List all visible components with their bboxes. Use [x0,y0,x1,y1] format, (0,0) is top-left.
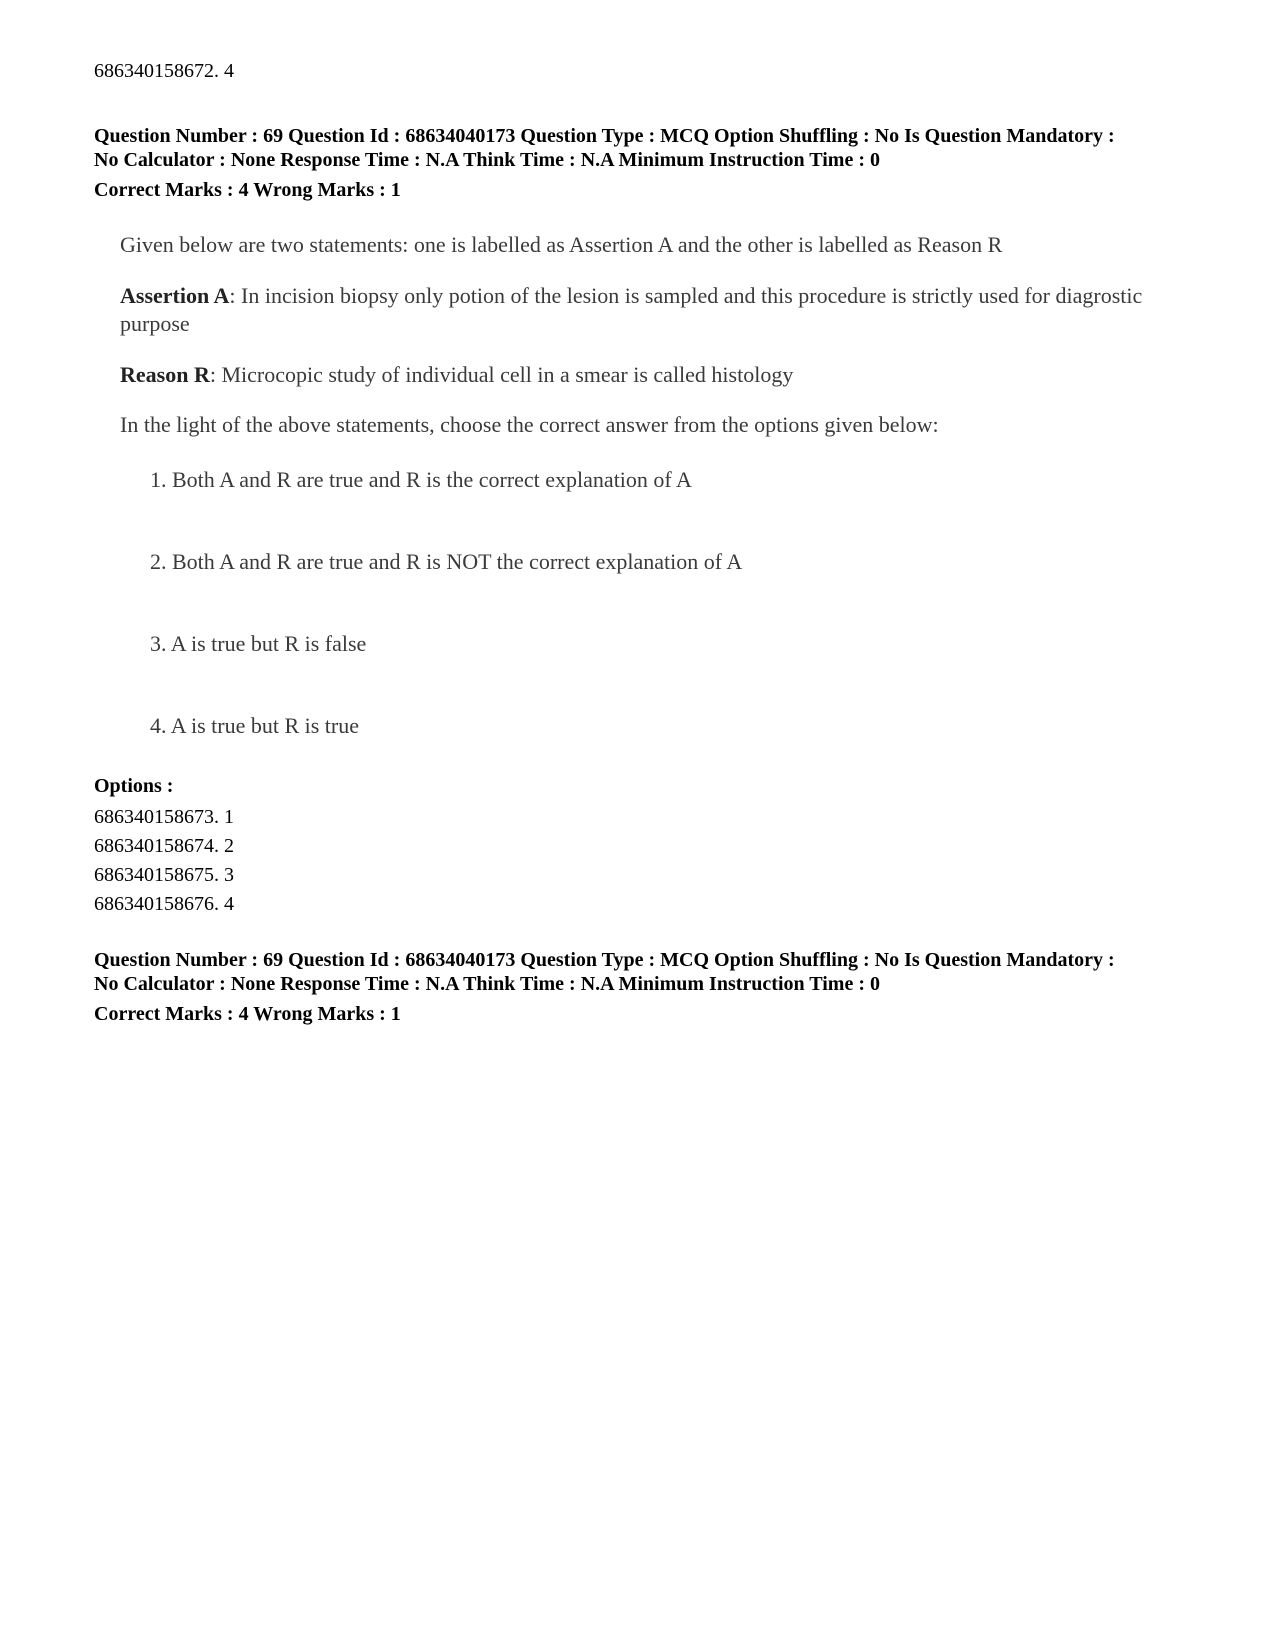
next-question-header-line1: Question Number : 69 Question Id : 68634040173 Question Type : MCQ Option Shuffling : No Is Question Mandatory : [94,949,1115,971]
reason-text: : Microcopic study of individual cell in a smear is called histology [209,362,794,387]
answer-choice: 3. A is true but R is false [150,631,367,656]
next-question-marks: Correct Marks : 4 Wrong Marks : 1 [94,1003,401,1025]
option-item: 686340158673. 1 [94,806,234,828]
answer-choice: 2. Both A and R are true and R is NOT the correct explanation of A [150,549,743,574]
option-item: 686340158674. 2 [94,835,234,857]
question-marks: Correct Marks : 4 Wrong Marks : 1 [94,179,401,201]
question-header [94,124,1204,202]
assertion-statement [120,282,1150,338]
answer-choice: 1. Both A and R are true and R is the correct explanation of A [150,467,692,492]
option-item: 686340158676. 4 [94,893,234,915]
options-label: Options : [94,775,174,797]
previous-option-line: 686340158672. 4 [94,60,234,82]
question-intro: Given below are two statements: one is labelled as Assertion A and the other is labelled as Reason R [120,232,1003,257]
options-list [94,803,234,919]
assertion-label: Assertion A [120,283,230,308]
question-header-line1: Question Number : 69 Question Id : 68634040173 Question Type : MCQ Option Shuffling : No Is Question Mandatory : [94,125,1115,147]
answer-choice: 4. A is true but R is true [150,713,359,738]
option-item: 686340158675. 3 [94,864,234,886]
question-instruction: In the light of the above statements, choose the correct answer from the options given below: [120,412,939,437]
assertion-text: : In incision biopsy only potion of the lesion is sampled and this procedure is strictly used for diagrostic purpose [120,283,1143,336]
next-question-header [94,948,1204,1026]
question-header-line2: No Calculator : None Response Time : N.A Think Time : N.A Minimum Instruction Time : 0 [94,149,880,171]
reason-statement [120,362,793,388]
next-question-header-line2: No Calculator : None Response Time : N.A Think Time : N.A Minimum Instruction Time : 0 [94,973,880,995]
reason-label: Reason R [120,362,210,387]
